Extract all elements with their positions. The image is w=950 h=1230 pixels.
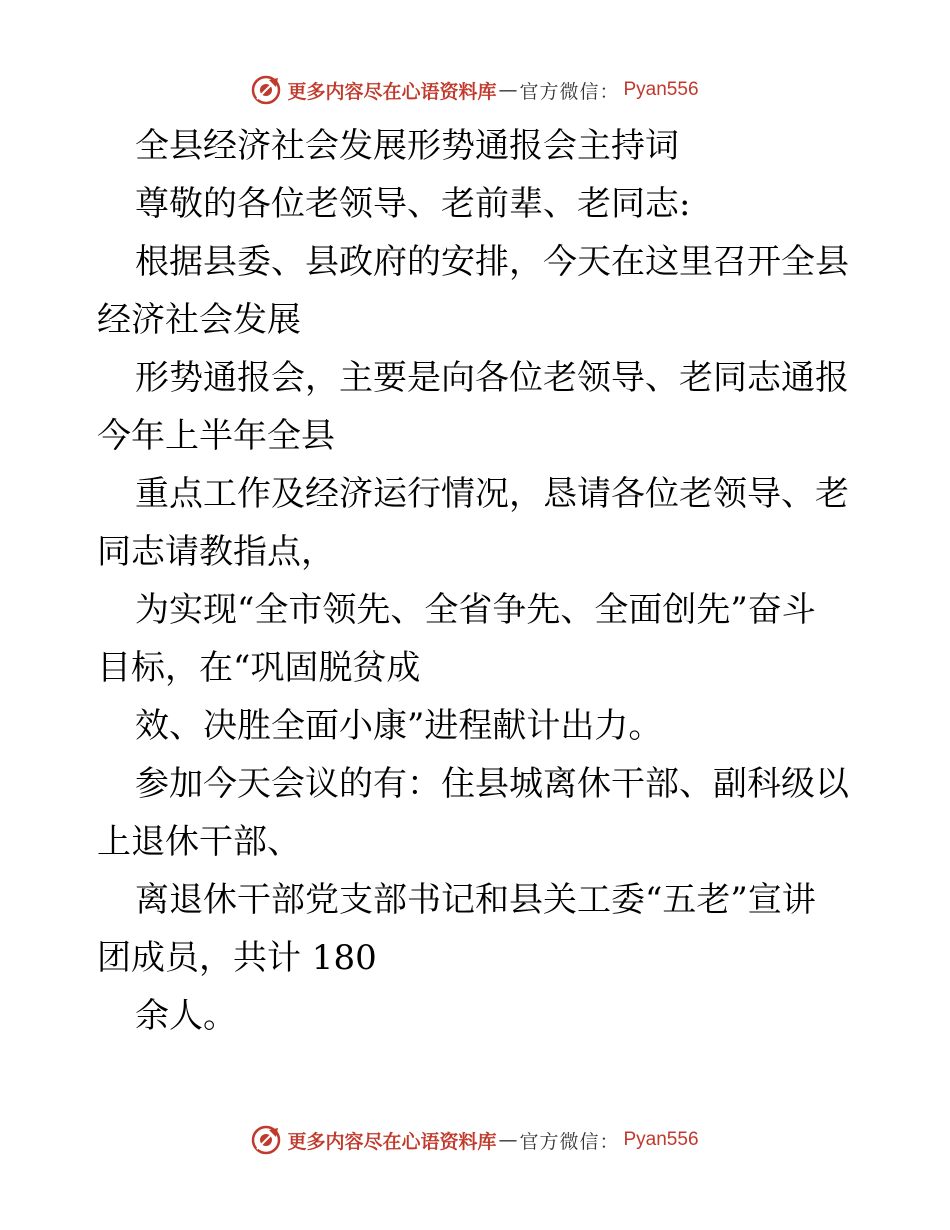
document-line-text: 尊敬的各位老领导、老前辈、老同志: [135, 184, 691, 224]
document-line-text: 效、决胜全面小康”进程献计出力。 [135, 706, 663, 746]
document-line [97, 523, 857, 581]
document-line-text: 今年上半年全县 [97, 416, 335, 456]
header-watermark-banner [0, 70, 950, 110]
banner-wechat-id: Pyan556 [623, 1129, 699, 1150]
document-line [97, 233, 857, 291]
banner-wechat-id: Pyan556 [623, 79, 699, 100]
document-line [97, 291, 857, 349]
banner-slogan: 更多内容尽在心语资料库 [287, 80, 497, 103]
document-line [97, 117, 857, 175]
banner-dash: — [498, 1129, 518, 1151]
document-line [97, 407, 857, 465]
document-line [97, 465, 857, 523]
document-line [97, 175, 857, 233]
document-line-text: 经济社会发展 [97, 300, 301, 340]
document-line [97, 871, 857, 929]
document-line-text: 余人。 [135, 996, 237, 1036]
document-line-text: 团成员，共计 180 [97, 938, 377, 978]
banner-slogan: 更多内容尽在心语资料库 [287, 1130, 497, 1153]
document-line [97, 697, 857, 755]
red-seal-logo-icon [251, 75, 281, 105]
banner-official-label: 官方微信： [519, 1130, 620, 1153]
document-line-text: 为实现“全市领先、全省争先、全面创先”奋斗 [135, 590, 816, 630]
document-line-text: 目标，在“巩固脱贫成 [97, 648, 421, 688]
document-line-text: 同志请教指点， [97, 532, 335, 572]
document-line [97, 813, 857, 871]
document-line [97, 987, 857, 1045]
document-line [97, 755, 857, 813]
document-line-text: 形势通报会，主要是向各位老领导、老同志通报 [135, 358, 849, 398]
banner-official-label: 官方微信： [519, 80, 620, 103]
document-line-text: 根据县委、县政府的安排，今天在这里召开全县 [135, 242, 849, 282]
document-line [97, 929, 857, 987]
document-line [97, 581, 857, 639]
document-line-text: 参加今天会议的有：住县城离休干部、副科级以 [135, 764, 849, 804]
red-seal-logo-icon [251, 1125, 281, 1155]
document-line-text: 上退休干部、 [97, 822, 301, 862]
document-line-text: 重点工作及经济运行情况，恳请各位老领导、老 [135, 474, 849, 514]
document-line [97, 639, 857, 697]
footer-watermark-banner [0, 1120, 950, 1160]
document-body [97, 117, 857, 1045]
banner-dash: — [498, 79, 518, 101]
document-line-text: 离退休干部党支部书记和县关工委“五老”宣讲 [135, 880, 816, 920]
document-line [97, 349, 857, 407]
document-line-text: 全县经济社会发展形势通报会主持词 [135, 126, 679, 166]
